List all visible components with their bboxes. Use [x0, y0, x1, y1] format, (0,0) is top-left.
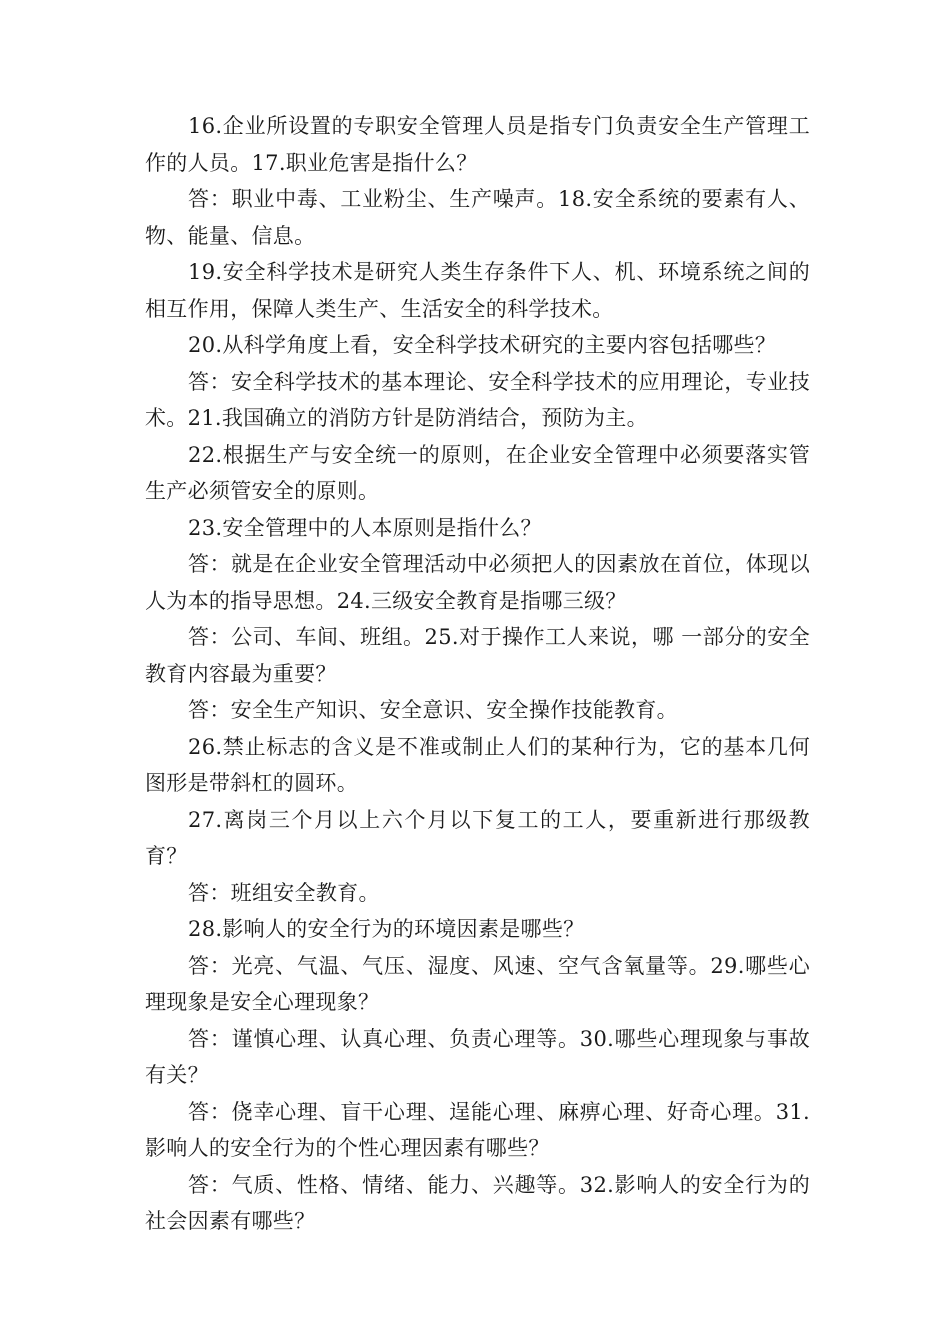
paragraph-answer-31: 答：气质、性格、情绪、能力、兴趣等。32.影响人的安全行为的社会因素有哪些？: [145, 1172, 810, 1233]
paragraph-answer-17: 答：职业中毒、工业粉尘、生产噪声。18.安全系统的要素有人、物、能量、信息。: [145, 187, 810, 248]
paragraph-answer-27: 答：班组安全教育。: [188, 880, 380, 905]
paragraph-23: 23.安全管理中的人本原则是指什么？: [188, 515, 542, 540]
paragraph-19: 19.安全科学技术是研究人类生存条件下人、机、环境系统之间的相互作用，保障人类生产、生活安全的科学技术。: [145, 260, 810, 321]
paragraph-20: 20.从科学角度上看，安全科学技术研究的主要内容包括哪些？: [188, 333, 777, 357]
paragraph-answer-29: 答：谨慎心理、认真心理、负责心理等。30.哪些心理现象与事故有关？: [145, 1026, 810, 1087]
paragraph-answer-24: 答：公司、车间、班组。25.对于操作工人来说，哪 一部分的安全教育内容最为重要？: [145, 625, 810, 686]
paragraph-answer-28: 答：光亮、气温、气压、湿度、风速、空气含氧量等。29.哪些心理现象是安全心理现象？: [145, 953, 810, 1014]
paragraph-answer-25: 答：安全生产知识、安全意识、安全操作技能教育。: [188, 698, 678, 722]
paragraph-26: 26.禁止标志的含义是不准或制止人们的某种行为，它的基本几何图形是带斜杠的圆环。: [145, 734, 810, 795]
paragraph-answer-20: 答：安全科学技术的基本理论、安全科学技术的应用理论，专业技术。21.我国确立的消防方针是防消结合，预防为主。: [145, 369, 810, 430]
paragraph-27: 27.离岗三个月以上六个月以下复工的工人，要重新进行那级教育？: [145, 807, 810, 868]
paragraph-28: 28.影响人的安全行为的环境因素是哪些？: [188, 917, 585, 941]
document-page: [145, 108, 810, 1240]
paragraph-16: 16.企业所设置的专职安全管理人员是指专门负责安全生产管理工作的人员。17.职业危害是指什么？: [145, 114, 810, 175]
paragraph-22: 22.根据生产与安全统一的原则，在企业安全管理中必须要落实管生产必须管安全的原则。: [145, 442, 810, 503]
paragraph-answer-30: 答：侥幸心理、盲干心理、逞能心理、麻痹心理、好奇心理。31.影响人的安全行为的个性心理因素有哪些？: [145, 1099, 810, 1160]
paragraph-answer-23: 答：就是在企业安全管理活动中必须把人的因素放在首位，体现以人为本的指导思想。24.三级安全教育是指哪三级？: [145, 552, 810, 613]
